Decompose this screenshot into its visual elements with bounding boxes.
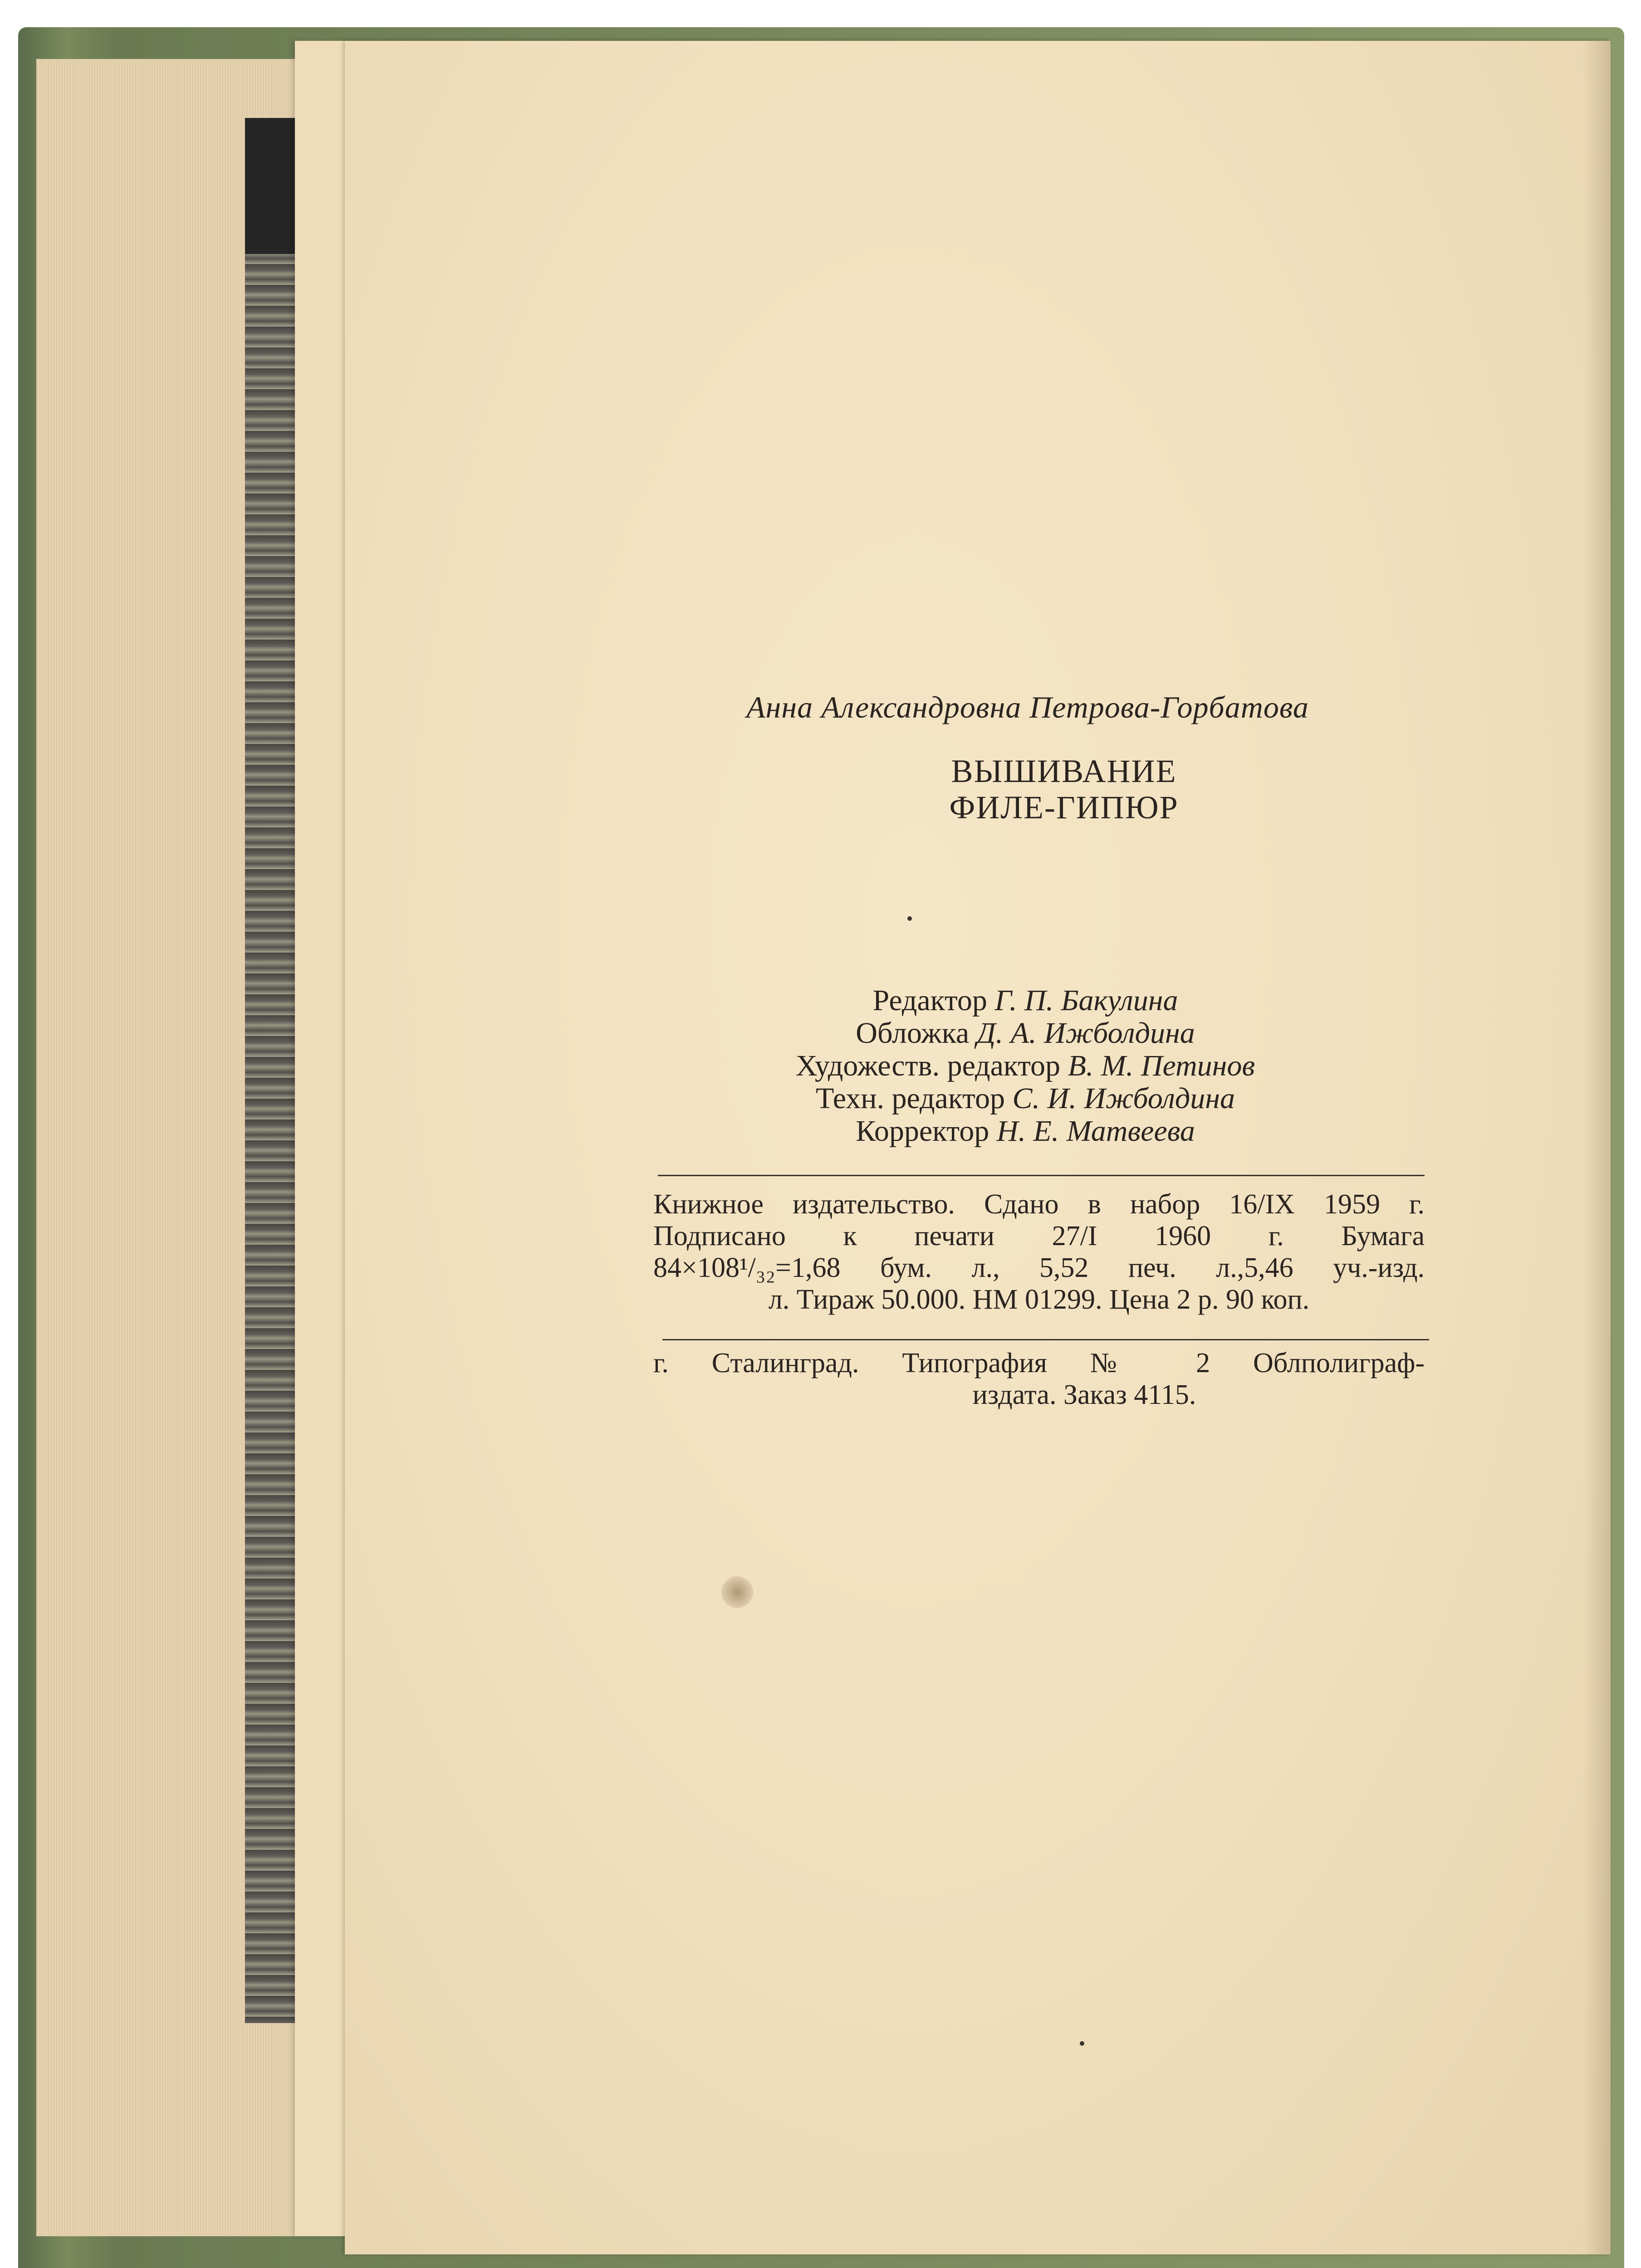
book-title-line-2: ФИЛЕ-ГИПЮР xyxy=(949,789,1179,826)
credit-role: Обложка xyxy=(856,1017,970,1050)
spine-pattern-strip xyxy=(245,118,295,2023)
credit-cover xyxy=(440,1017,1611,1050)
printer-block xyxy=(653,1347,1425,1411)
imprint-line: Книжное издательство. Сдано в набор 16/IX 1959 г. xyxy=(653,1189,1425,1220)
credits-block xyxy=(345,984,1611,1148)
credit-person: В. М. Петинов xyxy=(1068,1049,1255,1082)
imprint-line: Подписано к печати 27/I 1960 г. Бумага xyxy=(653,1221,1425,1251)
credit-proofreader xyxy=(440,1115,1611,1148)
book-title-line-1: ВЫШИВАНИЕ xyxy=(951,753,1177,789)
imprint-block xyxy=(653,1188,1425,1315)
page-speck xyxy=(907,916,912,921)
page-stain xyxy=(721,1576,753,1608)
credit-person: С. И. Ижболдина xyxy=(1012,1082,1235,1115)
page-speck xyxy=(1080,2041,1084,2046)
credit-tech-editor xyxy=(440,1082,1611,1115)
printer-line: г. Сталинград. Типография № 2 Облполиграф- xyxy=(653,1348,1425,1378)
book-title xyxy=(345,753,1641,826)
imprint-line: л. Тираж 50.000. НМ 01299. Цена 2 р. 90 коп. xyxy=(768,1284,1310,1315)
printer-top-rule xyxy=(662,1339,1429,1340)
credit-role: Техн. редактор xyxy=(816,1082,1005,1115)
credit-person: Д. А. Ижболдина xyxy=(976,1017,1195,1050)
spine-dark-band xyxy=(245,118,295,254)
credit-editor xyxy=(440,984,1611,1017)
credit-person: Н. Е. Матвеева xyxy=(996,1114,1195,1148)
page-shadow-edge xyxy=(1583,41,1611,2254)
imprint-top-rule xyxy=(658,1175,1425,1176)
printer-line: издата. Заказ 4115. xyxy=(972,1379,1196,1410)
credit-role: Редактор xyxy=(872,984,987,1017)
author-name: Анна Александровна Петрова-Горбатова xyxy=(746,690,1309,724)
credit-art-editor xyxy=(440,1050,1611,1082)
imprint-line: 84×108¹/₃₂=1,68 бум. л., 5,52 печ. л.,5,46 уч.-изд. xyxy=(653,1252,1425,1283)
credit-role: Корректор xyxy=(856,1114,989,1148)
imprint-page xyxy=(345,41,1611,2254)
credit-person: Г. П. Бакулина xyxy=(994,984,1178,1017)
credit-role: Художеств. редактор xyxy=(795,1049,1061,1082)
